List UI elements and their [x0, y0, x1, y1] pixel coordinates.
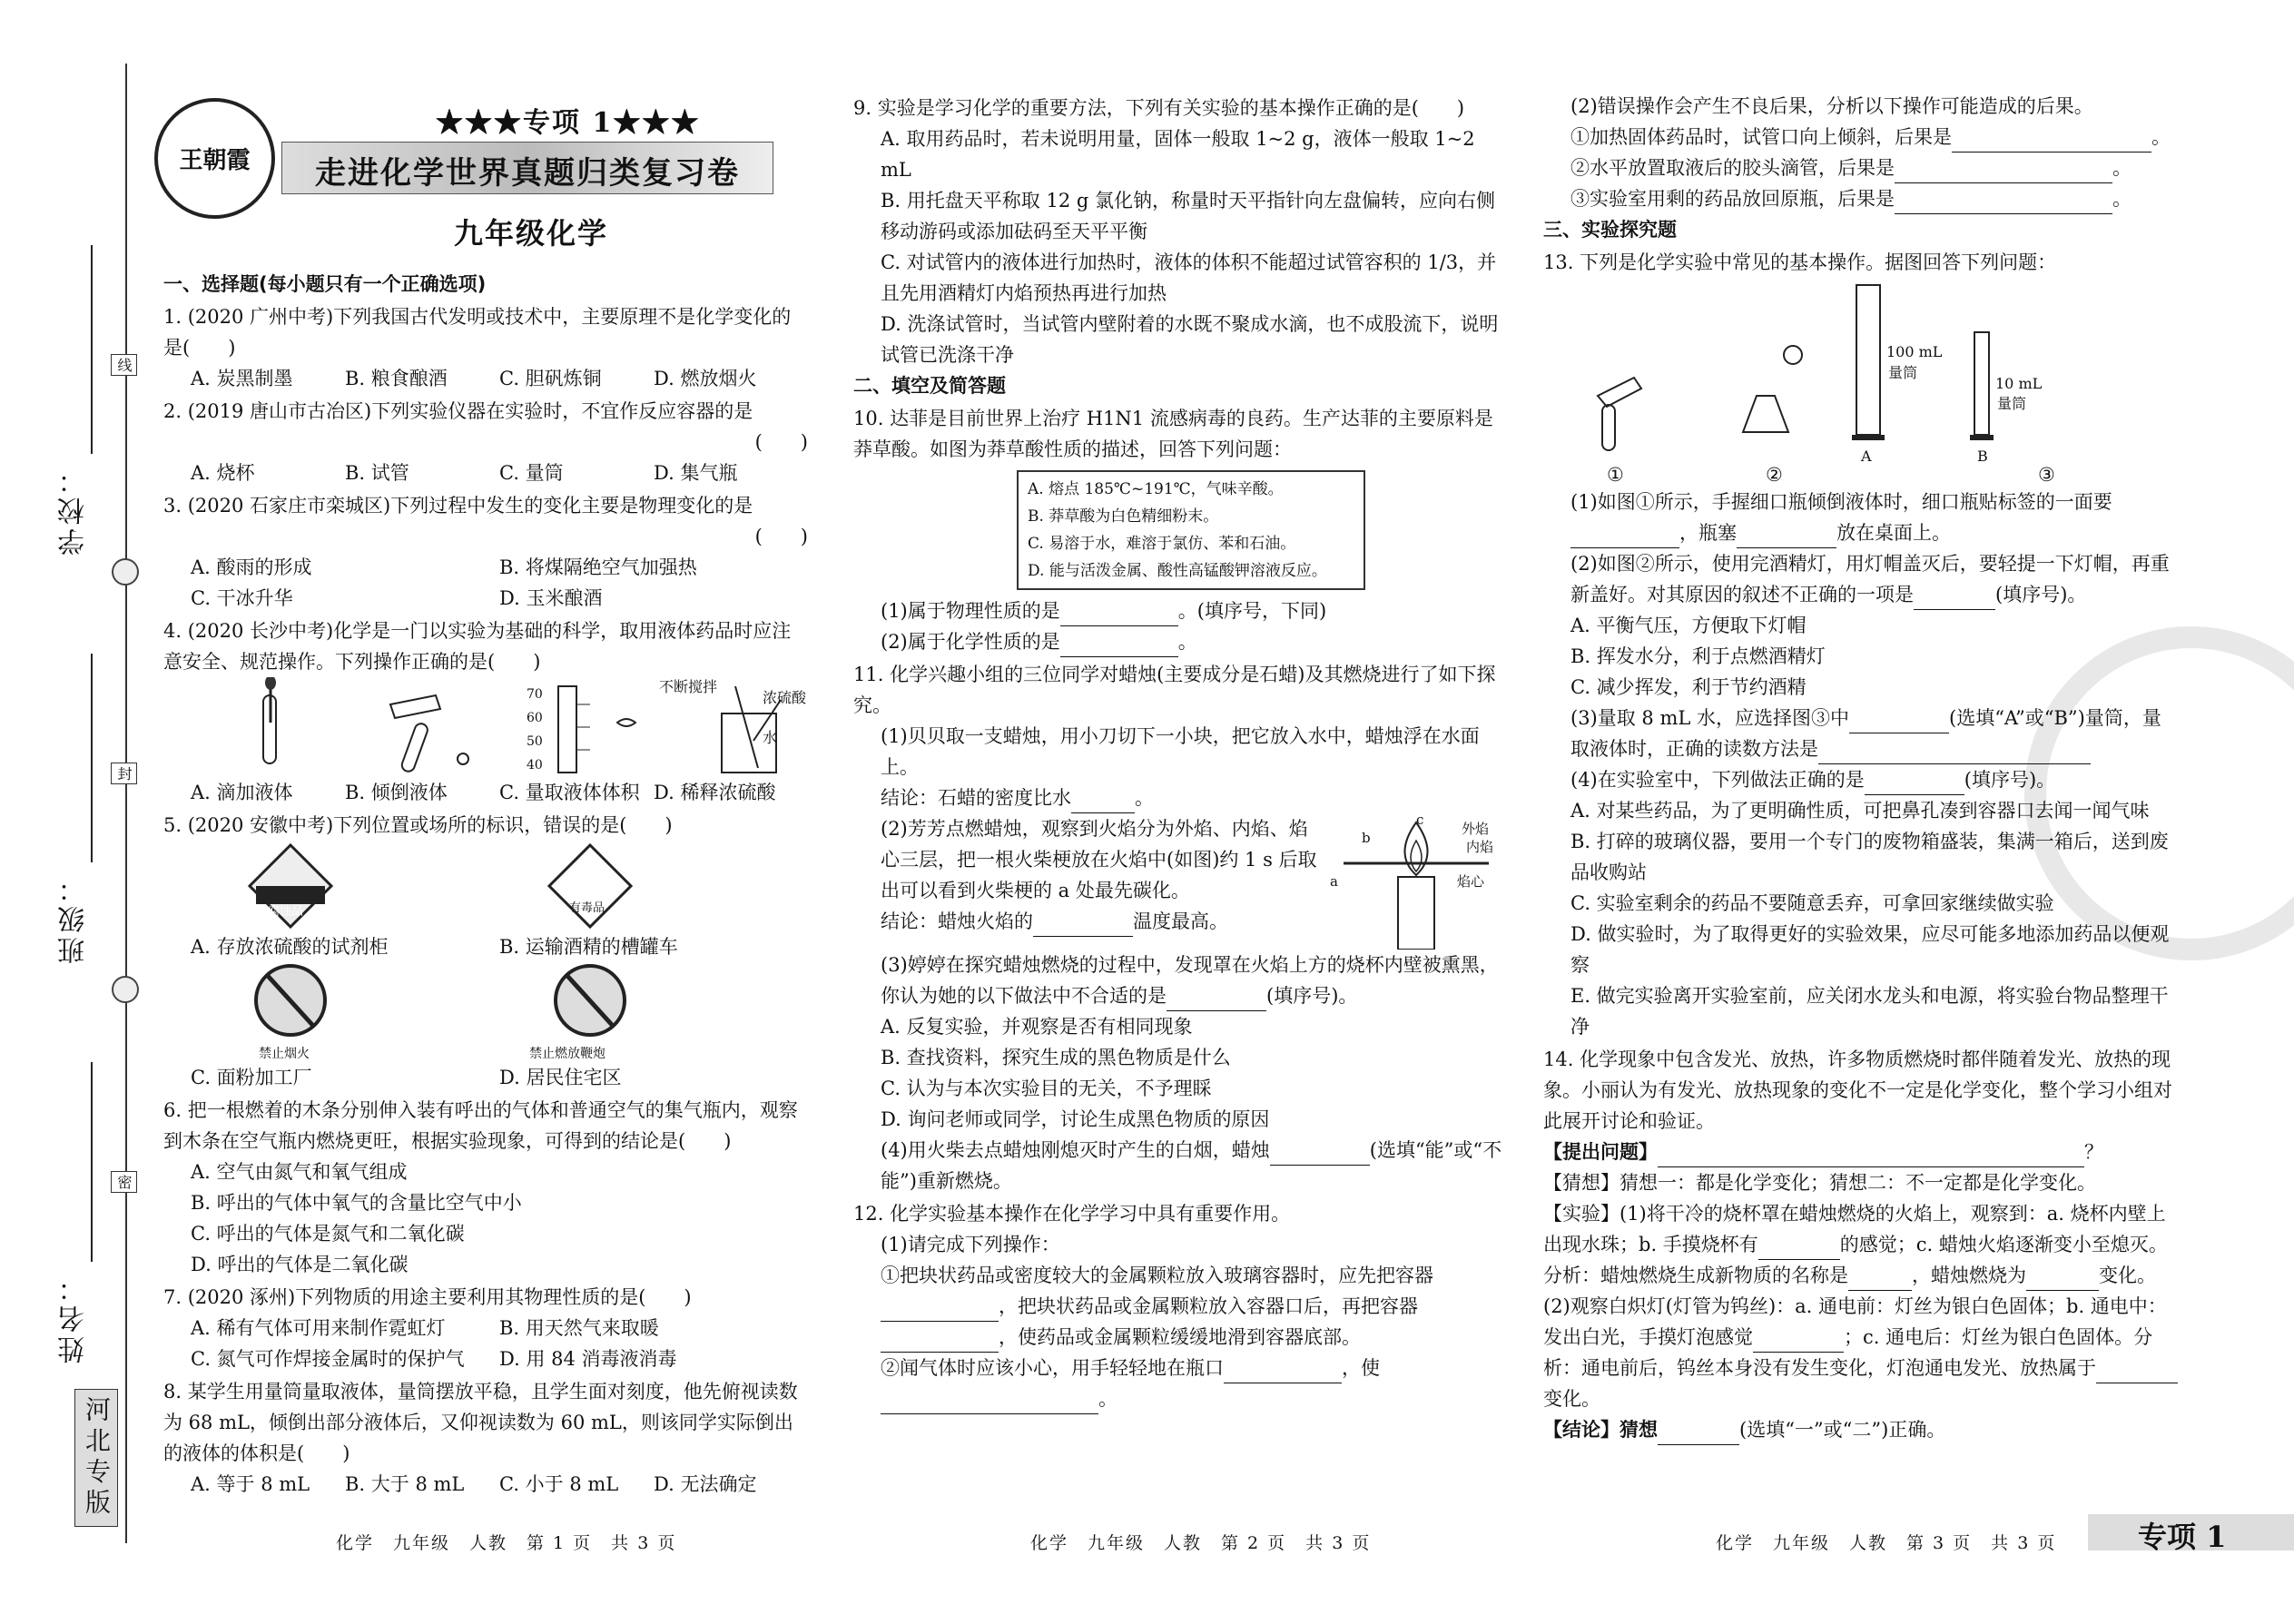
q13-part1 — [1543, 487, 2179, 548]
question-6: 6. 把一根燃着的木条分别伸入装有呼出的气体和普通空气的集气瓶内，观察到木条在空气瓶内燃烧更旺，根据实验现象，可得到的结论是( ) — [163, 1099, 798, 1152]
option: A. 稀有气体可用来制作霓虹灯 — [191, 1317, 446, 1339]
answer-blank[interactable] — [881, 1299, 999, 1322]
option: C. 氮气可作焊接金属时的保护气 — [191, 1348, 465, 1370]
q14-experiment2 — [1543, 1291, 2179, 1414]
prompt: ②水平放置取液后的胶头滴管，后果是 — [1570, 157, 1895, 179]
title-banner — [281, 142, 773, 194]
prompt: 的感觉；c. 蜡烛火焰逐渐变小至熄灭。分析：蜡烛燃烧生成新物质的名称是 — [1543, 1234, 2168, 1286]
prompt: (选填“A”或“B”)量筒，量取液体时，正确的读数方法是 — [1570, 707, 2161, 760]
q14-question — [1543, 1137, 2179, 1167]
option: B. 大于 8 mL — [345, 1473, 465, 1495]
option: A. 存放浓硫酸的试剂柜 — [191, 936, 389, 958]
answer-blank[interactable] — [1658, 1145, 2084, 1167]
question-3: 3. (2020 石家庄市栾城区)下列过程中发生的变化主要是物理变化的是 — [163, 495, 753, 517]
option: D. 洗涤试管时，当试管内壁附着的水既不聚成水滴，也不成股流下，说明试管已洗涤干净 — [881, 313, 1499, 366]
option: A. 空气由氮气和氧气组成 — [191, 1161, 408, 1183]
q5-signs-row2 — [163, 962, 808, 1062]
prompt: 【提出问题】 — [1543, 1140, 1658, 1163]
q13-part2 — [1543, 548, 2179, 610]
option: D. 用 84 消毒液消毒 — [499, 1348, 677, 1370]
options-7 — [163, 1313, 808, 1374]
prompt: 结论：石蜡的密度比水 — [881, 787, 1071, 809]
question-13: 13. 下列是化学实验中常见的基本操作。据图回答下列问题： — [1543, 251, 2057, 273]
prompt: 。 — [1098, 1388, 1117, 1410]
options-3 — [163, 552, 808, 614]
cylinder-label: B — [1977, 448, 1988, 465]
option: A. 反复实验，并观察是否有相同现象 — [881, 1016, 1193, 1038]
option: A. 平衡气压，方便取下灯帽 — [1570, 615, 1807, 636]
answer-blank[interactable] — [1658, 1422, 1739, 1445]
q11-part4 — [853, 1135, 1507, 1196]
school-label: 学校： — [58, 463, 90, 556]
prompt: ①加热固体药品时，试管口向上倾斜，后果是 — [1570, 126, 1952, 148]
figure-label: 浓硫酸 — [763, 689, 807, 706]
section-heading: 三、实验探究题 — [1543, 219, 1677, 241]
answer-blank[interactable] — [1270, 1143, 1370, 1166]
answer-blank[interactable] — [881, 1392, 1098, 1414]
property-box — [1017, 470, 1365, 590]
options-8 — [163, 1469, 808, 1500]
answer-blank[interactable] — [1033, 914, 1133, 937]
question-11: 11. 化学兴趣小组的三位同学对蜡烛(主要成分是石蜡)及其燃烧进行了如下探究。 — [853, 664, 1496, 716]
corner-label: 专项 1 — [2138, 1520, 2227, 1554]
answer-blank[interactable] — [1737, 526, 1836, 548]
q11-part2-text — [853, 813, 1325, 950]
cylinder-label: 量筒 — [1997, 395, 2027, 412]
prompt: ，瓶塞 — [1679, 522, 1737, 544]
answer-blank[interactable] — [1060, 635, 1178, 657]
option: B. 挥发水分，利于点燃酒精灯 — [1570, 645, 1826, 667]
question-5: 5. (2020 安徽中考)下列位置或场所的标识，错误的是( ) — [163, 814, 673, 836]
prompt: (1)如图①所示，手握细口瓶倾倒液体时，细口瓶贴标签的一面要 — [1570, 491, 2112, 513]
option: A. 滴加液体 — [191, 782, 293, 803]
answer-blank[interactable] — [881, 1330, 999, 1353]
column-1 — [163, 269, 808, 1500]
prompt: (2)属于化学性质的是 — [881, 631, 1060, 653]
option: D. 稀释浓硫酸 — [654, 782, 776, 803]
answer-blank[interactable] — [1071, 791, 1135, 813]
q11-part3 — [853, 950, 1507, 1011]
answer-blank[interactable] — [1758, 1237, 1840, 1260]
binding-hole — [112, 976, 139, 1003]
q10-part2 — [853, 626, 1507, 657]
option: D. 居民住宅区 — [499, 1067, 622, 1088]
prompt: (1)属于物理性质的是 — [881, 600, 1060, 622]
prompt: (4)用火柴去点蜡烛刚熄灭时产生的白烟，蜡烛 — [881, 1139, 1270, 1161]
name-blank — [91, 1062, 93, 1262]
q12-part2c: ③实验室用剩的药品放回原瓶，后果是 。 — [1543, 183, 2179, 214]
q13-figures — [1543, 278, 2179, 487]
column-2 — [853, 91, 1507, 1414]
q11-part2-wrap — [853, 813, 1507, 950]
q12-part1a — [853, 1260, 1507, 1353]
answer-blank[interactable] — [1167, 989, 1266, 1011]
page-subtitle: 九年级化学 — [454, 216, 609, 251]
q10-part1 — [853, 595, 1507, 626]
q11-conclusion2 — [853, 906, 1325, 937]
prompt: 温度最高。 — [1133, 910, 1228, 932]
question-2: 2. (2019 唐山市古冶区)下列实验仪器在实验时，不宜作反应容器的是 — [163, 400, 753, 422]
binding-strip — [0, 0, 154, 1624]
option: D. 呼出的气体是二氧化碳 — [191, 1254, 409, 1275]
prompt: (2)如图②所示，使用完酒精灯，用灯帽盖灭后，要轻提一下灯帽，再重新盖好。对其原因的叙述不正确的一项是 — [1570, 553, 2170, 605]
question-7: 7. (2020 涿州)下列物质的用途主要利用其物理性质的是( ) — [163, 1286, 692, 1308]
option: A. 对某些药品，为了更明确性质，可把鼻孔凑到容器口去闻一闻气味 — [1570, 800, 2150, 822]
option: C. 呼出的气体是氮气和二氧化碳 — [191, 1223, 465, 1245]
scale-label: 50 — [527, 734, 543, 749]
prompt: 变化。 — [1543, 1388, 1600, 1410]
options-2 — [163, 458, 808, 488]
page-footer-3: 化学 九年级 人教 第 3 页 共 3 页 — [1716, 1533, 2057, 1553]
prompt: ①把块状药品或密度较大的金属颗粒放入玻璃容器时，应先把容器 — [881, 1265, 1433, 1286]
option: C. 小于 8 mL — [499, 1473, 619, 1495]
prompt: ，把块状药品或金属颗粒放入容器口后，再把容器 — [999, 1295, 1418, 1317]
name-label: 姓名： — [58, 1271, 90, 1363]
seal-mi: 密 — [111, 1171, 137, 1193]
scale-label: 60 — [527, 711, 543, 725]
cylinder-label: A — [1861, 448, 1872, 465]
option: C. 胆矾炼铜 — [499, 368, 602, 389]
prompt: ②闻气体时应该小心，用手轻轻地在瓶口 — [881, 1357, 1224, 1379]
property-item: D. 能与活泼金属、酸性高锰酸钾溶液反应。 — [1028, 562, 1327, 580]
question-4: 4. (2020 长沙中考)化学是一门以实验为基础的科学，取用液体药品时应注意安全、规范操作。下列操作正确的是( ) — [163, 620, 792, 673]
prompt: (填序号)。 — [1995, 584, 2087, 605]
figure-number: ② — [1766, 464, 1783, 486]
prompt: (填序号)。 — [1964, 769, 2056, 791]
option: E. 做完实验离开实验室前，应关闭水龙头和电源，将实验台物品整理干净 — [1570, 985, 2169, 1038]
figure-number: ③ — [2038, 464, 2055, 486]
figure-label: 外焰 — [1462, 821, 1490, 837]
q12-part2a: ①加热固体药品时，试管口向上倾斜，后果是 。 — [1543, 122, 2179, 153]
option: B. 将煤隔绝空气加强热 — [499, 556, 697, 578]
option: C. 实验室剩余的药品不要随意丢弃，可拿回家继续做实验 — [1570, 892, 2054, 914]
question-12: 12. 化学实验基本操作在化学学习中具有重要作用。 — [853, 1203, 1291, 1225]
option: B. 呼出的气体中氧气的含量比空气中小 — [191, 1192, 522, 1214]
prompt: ③实验室用剩的药品放回原瓶，后果是 — [1570, 188, 1895, 210]
option: D. 无法确定 — [654, 1473, 757, 1495]
prompt: (2)观察白炽灯(灯管为钨丝)：a. 通电前：灯丝为银白色固体；b. 通电中：发出白光，手摸灯泡感觉 — [1543, 1295, 2167, 1348]
q13-part4 — [1543, 764, 2179, 795]
column-3 — [1543, 91, 2179, 1445]
option: C. 量取液体体积 — [499, 782, 640, 803]
answer-blank[interactable] — [1570, 526, 1679, 548]
q5-signs-row1 — [163, 841, 808, 931]
candle-figure — [1325, 813, 1507, 950]
property-item: B. 莽草酸为白色精细粉末。 — [1028, 507, 1219, 526]
option: A. 取用药品时，若未说明用量，固体一般取 1~2 g，液体一般取 1~2 mL — [881, 128, 1475, 181]
prompt: (3)婷婷在探究蜡烛燃烧的过程中，发现罩在火焰上方的烧杯内壁被熏黑，你认为她的以下做法中不合适的是 — [881, 954, 1499, 1007]
figure-label: a — [1330, 873, 1338, 890]
prompt: 结论：蜡烛火焰的 — [881, 910, 1033, 932]
section-heading: 二、填空及简答题 — [853, 375, 1006, 397]
sign-label: 禁止烟火 — [259, 1047, 310, 1061]
q14-conclusion — [1543, 1414, 2179, 1445]
options-1 — [163, 363, 808, 394]
option: B. 运输酒精的槽罐车 — [499, 936, 678, 958]
prompt: 。 — [1177, 631, 1197, 653]
options-5a — [163, 931, 808, 962]
seal-line: 线 — [111, 354, 137, 376]
prompt: (3)量取 8 mL 水，应选择图③中 — [1570, 707, 1849, 729]
option: B. 打碎的玻璃仪器，要用一个专门的废物箱盛装，集满一箱后，送到废品收购站 — [1570, 831, 2169, 883]
option: C. 面粉加工厂 — [191, 1067, 312, 1088]
answer-blank[interactable] — [1895, 161, 2112, 183]
q12-part2b: ②水平放置取液后的胶头滴管，后果是 。 — [1543, 153, 2179, 183]
sign-label: 腐蚀品 — [268, 905, 304, 919]
seal-feng: 封 — [111, 763, 137, 784]
sign-label: 禁止燃放鞭炮 — [529, 1047, 605, 1061]
option: B. 查找资料，探究生成的黑色物质是什么 — [881, 1047, 1231, 1068]
figure-label: c — [1416, 812, 1424, 828]
option: A. 炭黑制墨 — [191, 368, 293, 389]
sign-label: 有毒品 — [569, 901, 605, 915]
option: C. 量筒 — [499, 462, 564, 484]
page-footer-2: 化学 九年级 人教 第 2 页 共 3 页 — [1030, 1533, 1372, 1553]
option: B. 倾倒液体 — [345, 782, 448, 803]
option: D. 玉米酿酒 — [499, 587, 603, 609]
edition-badge: 河北专版 — [74, 1389, 118, 1527]
figure-label: 内焰 — [1466, 839, 1494, 855]
answer-blank[interactable] — [1914, 587, 1995, 610]
answer-blank[interactable] — [2026, 1268, 2099, 1291]
figure-number: ① — [1607, 464, 1624, 486]
prompt: (选填“一”或“二”)正确。 — [1739, 1419, 1946, 1441]
property-item: C. 易溶于水，难溶于氯仿、苯和石油。 — [1028, 535, 1296, 553]
answer-blank[interactable] — [1224, 1361, 1342, 1383]
answer-blank[interactable] — [1849, 711, 1949, 733]
answer-blank[interactable] — [1060, 604, 1178, 626]
topic-label: ★★★专项 1★★★ — [436, 107, 701, 139]
option: B. 用托盘天平称取 12 g 氯化钠，称量时天平指针向左盘偏转，应向右侧移动游码或添加砝码至天平平衡 — [881, 190, 1495, 242]
cylinder-label: 10 mL — [1995, 375, 2043, 392]
prompt: ？ — [2084, 1141, 2103, 1163]
figure-label: 水 — [763, 729, 778, 746]
q12-part1: (1)请完成下列操作： — [881, 1234, 1060, 1255]
option: D. 询问老师或同学，讨论生成黑色物质的原因 — [881, 1108, 1270, 1130]
answer-blank[interactable] — [1848, 1268, 1912, 1291]
binding-line — [125, 64, 127, 1543]
answer-paren: ( ) — [754, 431, 808, 453]
option: A. 烧杯 — [191, 462, 255, 484]
prompt: ，使药品或金属颗粒缓缓地滑到容器底部。 — [999, 1326, 1361, 1348]
question-8: 8. 某学生用量筒量取液体，量筒摆放平稳，且学生面对刻度，他先俯视读数为 68 mL，倾倒出部分液体后，又仰视读数为 60 mL，则该同学实际倒出的液体的体积是( ) — [163, 1381, 798, 1464]
option: B. 试管 — [345, 462, 409, 484]
scale-label: 70 — [527, 687, 543, 702]
class-blank — [91, 654, 93, 862]
prompt: (填序号)。 — [1266, 985, 1358, 1007]
q11-conclusion1: 结论：石蜡的密度比水 。 — [853, 782, 1507, 813]
property-item: A. 熔点 185℃~191℃，气味辛酸。 — [1028, 480, 1284, 498]
option: C. 认为与本次实验目的无关，不予理睬 — [881, 1078, 1212, 1099]
question-10: 10. 达菲是目前世界上治疗 H1N1 流感病毒的良药。生产达菲的主要原料是莽草酸。如图为莽草酸性质的描述，回答下列问题： — [853, 408, 1493, 460]
answer-blank[interactable] — [1865, 773, 1964, 795]
question-14: 14. 化学现象中包含发光、放热，许多物质燃烧时都伴随着发光、放热的现象。小丽认为有发光、放热现象的变化不一定是化学变化，整个学习小组对此展开讨论和验证。 — [1543, 1048, 2172, 1132]
page-title: 走进化学世界真题归类复习卷 — [315, 155, 740, 192]
answer-paren: ( ) — [754, 526, 808, 547]
question-9: 9. 实验是学习化学的重要方法，下列有关实验的基本操作正确的是( ) — [853, 97, 1465, 119]
option: C. 对试管内的液体进行加热时，液体的体积不能超过试管容积的 1/3，并且先用酒精灯内焰预热再进行加热 — [881, 251, 1497, 304]
cylinder-label: 量筒 — [1888, 364, 1918, 381]
options-4 — [163, 777, 808, 808]
option: D. 集气瓶 — [654, 462, 738, 484]
q4-figures — [163, 677, 808, 777]
page-footer-1: 化学 九年级 人教 第 1 页 共 3 页 — [336, 1533, 677, 1553]
answer-blank[interactable] — [1895, 192, 2112, 214]
prompt: 【实验】(1)将干冷的烧杯罩在蜡烛燃烧的火焰上，观察到：a. 烧杯内壁上出现水珠；b. 手摸烧杯有 — [1543, 1203, 2166, 1255]
school-blank — [91, 245, 93, 454]
figure-label: 焰心 — [1457, 873, 1485, 890]
figure-label: b — [1362, 830, 1371, 846]
q14-hypothesis: 【猜想】猜想一：都是化学变化；猜想二：不一定都是化学变化。 — [1543, 1172, 2096, 1194]
prompt: (4)在实验室中，下列做法正确的是 — [1570, 769, 1865, 791]
answer-blank[interactable] — [2096, 1361, 2178, 1383]
prompt: ；c. 通电后：灯丝为银白色固体。分析：通电前后，钨丝本身没有发生变化，灯泡通电发光、放热属于 — [1543, 1326, 2153, 1379]
class-label: 班级： — [58, 871, 90, 964]
question-1: 1. (2020 广州中考)下列我国古代发明或技术中，主要原理不是化学变化的是( ) — [163, 306, 792, 359]
option: C. 干冰升华 — [191, 587, 293, 609]
prompt: 。(填序号，下同) — [1177, 600, 1327, 622]
option: B. 用天然气来取暖 — [499, 1317, 659, 1339]
prompt: 【结论】猜想 — [1543, 1418, 1658, 1441]
prompt: (选填“能”或“不能”)重新燃烧。 — [881, 1139, 1502, 1192]
section-heading: 一、选择题(每小题只有一个正确选项) — [163, 273, 487, 295]
option: D. 燃放烟火 — [654, 368, 757, 389]
prompt: ，蜡烛燃烧为 — [1912, 1265, 2026, 1286]
option: D. 做实验时，为了取得更好的实验效果，应尽可能多地添加药品以便观察 — [1570, 923, 2170, 976]
q11-part2: (2)芳芳点燃蜡烛，观察到火焰分为外焰、内焰、焰心三层，把一根火柴梗放在火焰中(如图)约 1 s 后取出可以看到火柴梗的 a 处最先碳化。 — [881, 818, 1317, 901]
figure-label: 不断搅拌 — [659, 678, 718, 695]
prompt: 变化。 — [2099, 1265, 2156, 1286]
option: C. 减少挥发，利于节约酒精 — [1570, 676, 1807, 698]
q14-experiment1 — [1543, 1198, 2179, 1291]
prompt: 放在桌面上。 — [1836, 522, 1951, 544]
brand-logo: 王朝霞 — [154, 98, 275, 219]
prompt: ，使 — [1342, 1357, 1380, 1379]
option: B. 粮食酿酒 — [345, 368, 448, 389]
option: A. 酸雨的形成 — [191, 556, 312, 578]
q11-part1: (1)贝贝取一支蜡烛，用小刀切下一小块，把它放入水中，蜡烛浮在水面上。 — [881, 725, 1480, 778]
answer-blank[interactable] — [1818, 742, 2091, 764]
cylinder-label: 100 mL — [1886, 343, 1943, 360]
binding-hole — [112, 558, 139, 586]
q12-part1d — [853, 1353, 1507, 1414]
scale-label: 40 — [527, 758, 543, 773]
answer-blank[interactable] — [1952, 130, 2151, 153]
q13-part3 — [1543, 703, 2179, 764]
q12-part2: (2)错误操作会产生不良后果，分析以下操作可能造成的后果。 — [1570, 95, 2093, 117]
answer-blank[interactable] — [1753, 1330, 1844, 1353]
option: A. 等于 8 mL — [191, 1473, 310, 1495]
